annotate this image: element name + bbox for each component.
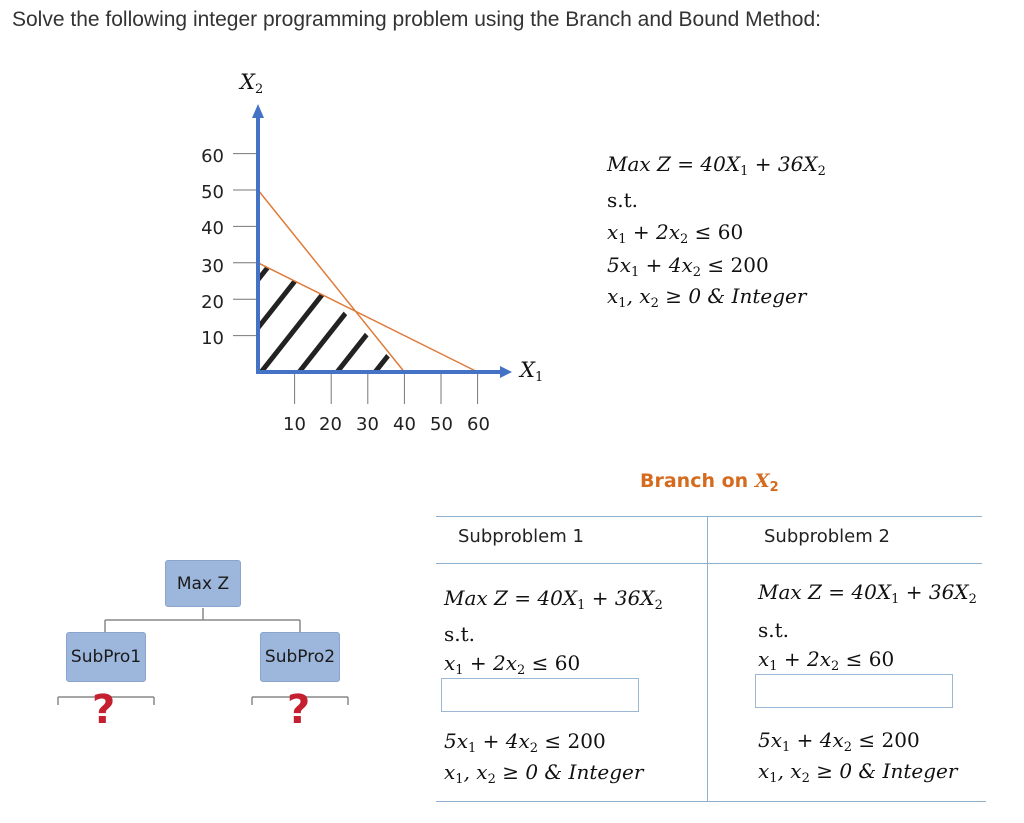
- subproblem-2-header: Subproblem 2: [764, 526, 890, 547]
- x-tick-label: 60: [467, 414, 490, 435]
- problem-constraint-3: $x_1$, $x_2 \ge 0$ & Integer: [607, 284, 807, 311]
- x-axis-label: $X_1$: [520, 358, 544, 385]
- y-tick-label: 60: [201, 146, 224, 167]
- problem-subject-to: s.t.: [607, 188, 639, 212]
- x-tick-label: 10: [283, 414, 306, 435]
- tree-root-node: Max Z: [165, 560, 241, 607]
- question-mark-icon: ?: [287, 687, 311, 733]
- y-tick-label: 50: [201, 182, 224, 203]
- branch-title: Branch on $X_2$: [640, 470, 779, 495]
- subproblem-1-constraint-1: $x_1 + 2x_2 \le 60$: [444, 651, 581, 678]
- subproblem-2-objective: Max $Z = 40X_1 + 36X_2$: [758, 580, 977, 607]
- subproblem-2-subject-to: s.t.: [758, 618, 790, 642]
- y-tick-label: 30: [201, 256, 224, 277]
- subproblem-1-subject-to: s.t.: [444, 622, 476, 646]
- x-tick-label: 30: [356, 414, 379, 435]
- subproblem-2-constraint-2: $5x_1 + 4x_2 \le 200$: [758, 728, 920, 755]
- subproblem-1-constraint-3: $x_1$, $x_2 \ge 0$ & Integer: [444, 760, 644, 787]
- question-mark-icon: ?: [92, 687, 116, 733]
- subproblem-2-constraint-3: $x_1$, $x_2 \ge 0$ & Integer: [758, 759, 958, 786]
- y-tick-label: 40: [201, 218, 224, 239]
- subproblem-2-constraint-1: $x_1 + 2x_2 \le 60$: [758, 647, 895, 674]
- x-tick-label: 40: [393, 414, 416, 435]
- problem-constraint-1: $x_1 + 2x_2 \le 60$: [607, 220, 744, 247]
- problem-objective: Max $Z = 40X_1 + 36X_2$: [607, 152, 826, 179]
- question-text: Solve the following integer programming problem using the Branch and Bound Method:: [12, 8, 821, 31]
- subproblem-1-constraint-2: $5x_1 + 4x_2 \le 200$: [444, 729, 606, 756]
- tree-node-subpro2: SubPro2: [260, 632, 340, 682]
- y-tick-label: 10: [201, 328, 224, 349]
- y-tick-label: 20: [201, 292, 224, 313]
- tree-node-subpro1: SubPro1: [66, 632, 146, 682]
- subproblem-1-header: Subproblem 1: [458, 526, 584, 547]
- subproblem-1-objective: Max $Z = 40X_1 + 36X_2$: [444, 586, 663, 613]
- problem-constraint-2: $5x_1 + 4x_2 \le 200$: [607, 253, 769, 280]
- x-tick-label: 20: [319, 414, 342, 435]
- x-tick-label: 50: [430, 414, 453, 435]
- y-axis-label: $X_2$: [240, 70, 264, 97]
